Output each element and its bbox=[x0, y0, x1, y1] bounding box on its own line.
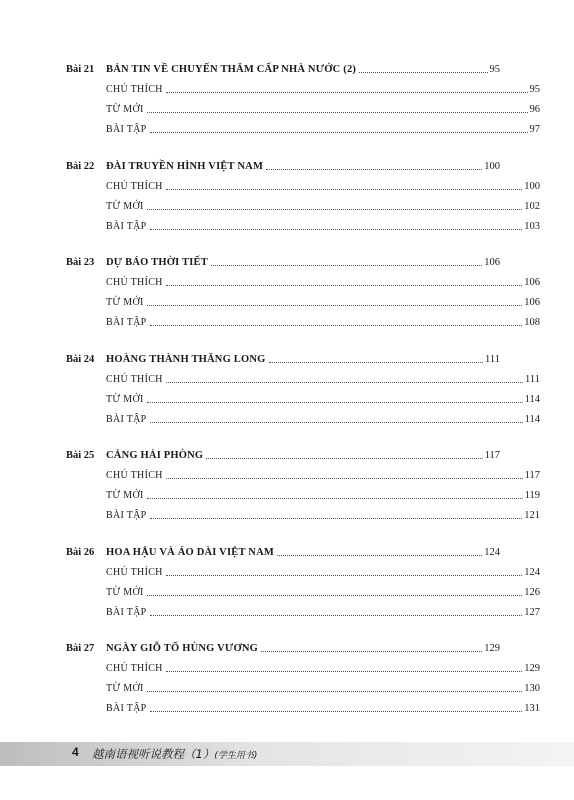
dot-leader bbox=[147, 498, 523, 499]
sub-section-label: CHÚ THÍCH bbox=[106, 84, 163, 95]
toc-lesson-row bbox=[66, 543, 500, 559]
lesson-number: Bài 27 bbox=[66, 643, 95, 654]
dot-leader bbox=[166, 575, 523, 576]
dot-leader bbox=[150, 132, 528, 133]
sub-section-page: 111 bbox=[525, 373, 540, 385]
sub-section-label: TỪ MỚI bbox=[106, 104, 144, 115]
toc-sub-row bbox=[66, 197, 540, 213]
dot-leader bbox=[166, 92, 528, 93]
lesson-number: Bài 25 bbox=[66, 450, 95, 461]
lesson-title: ĐÀI TRUYỀN HÌNH VIỆT NAM bbox=[106, 160, 264, 172]
toc-lesson-row bbox=[66, 446, 500, 462]
sub-section-label: BÀI TẬP bbox=[106, 413, 147, 425]
dot-leader bbox=[147, 112, 528, 113]
lesson-page: 117 bbox=[484, 450, 500, 461]
sub-section-page: 131 bbox=[524, 703, 540, 714]
sub-section-page: 106 bbox=[524, 277, 540, 288]
footer-band bbox=[0, 742, 574, 766]
toc-sub-row bbox=[66, 583, 540, 599]
lesson-title: BẢN TIN VỀ CHUYẾN THĂM CẤP NHÀ NƯỚC (2) bbox=[106, 64, 357, 75]
sub-section-page: 114 bbox=[524, 413, 540, 425]
sub-section-page: 130 bbox=[524, 683, 540, 694]
sub-section-label: CHÚ THÍCH bbox=[106, 470, 163, 481]
toc-sub-row bbox=[66, 177, 540, 193]
dot-leader bbox=[166, 478, 523, 479]
lesson-title: CẢNG HẢI PHÒNG bbox=[106, 450, 204, 461]
dot-leader bbox=[206, 458, 482, 459]
dot-leader bbox=[147, 305, 523, 306]
dot-leader bbox=[359, 72, 487, 73]
dot-leader bbox=[150, 229, 523, 230]
sub-section-label: CHÚ THÍCH bbox=[106, 277, 163, 288]
dot-leader bbox=[147, 402, 523, 403]
sub-section-label: TỪ MỚI bbox=[106, 200, 144, 212]
sub-section-page: 100 bbox=[524, 180, 540, 192]
sub-section-page: 95 bbox=[529, 84, 540, 95]
dot-leader bbox=[211, 265, 482, 266]
dot-leader bbox=[166, 671, 523, 672]
sub-section-page: 103 bbox=[524, 220, 540, 232]
lesson-number: Bài 22 bbox=[66, 160, 95, 172]
toc-lesson-row bbox=[66, 253, 500, 269]
sub-section-page: 129 bbox=[524, 663, 540, 674]
dot-leader bbox=[147, 595, 523, 596]
lesson-page: 111 bbox=[485, 353, 500, 365]
toc-sub-row bbox=[66, 370, 540, 386]
footer-title-sub: (学生用书) bbox=[214, 751, 258, 761]
sub-section-label: BÀI TẬP bbox=[106, 510, 147, 521]
lesson-page: 95 bbox=[489, 64, 500, 75]
dot-leader bbox=[166, 189, 523, 190]
sub-section-label: TỪ MỚI bbox=[106, 586, 144, 598]
lesson-title: DỰ BÁO THỜI TIẾT bbox=[106, 257, 208, 268]
toc-sub-row bbox=[66, 120, 540, 136]
dot-leader bbox=[147, 209, 523, 210]
sub-section-page: 119 bbox=[524, 490, 540, 501]
toc-sub-row bbox=[66, 506, 540, 522]
footer-book-title bbox=[92, 746, 257, 762]
dot-leader bbox=[147, 691, 523, 692]
sub-section-label: BÀI TẬP bbox=[106, 220, 147, 232]
sub-section-label: BÀI TẬP bbox=[106, 606, 147, 618]
sub-section-page: 121 bbox=[524, 510, 540, 521]
toc-lesson-row bbox=[66, 639, 500, 655]
sub-section-label: TỪ MỚI bbox=[106, 393, 144, 405]
toc-sub-row bbox=[66, 410, 540, 426]
sub-section-page: 102 bbox=[524, 200, 540, 212]
footer-title-main: 越南语视听说教程（1） bbox=[92, 747, 215, 761]
sub-section-page: 108 bbox=[524, 317, 540, 328]
sub-section-page: 126 bbox=[524, 586, 540, 598]
toc-lesson-row bbox=[66, 157, 500, 173]
toc-sub-row bbox=[66, 313, 540, 329]
sub-section-label: BÀI TẬP bbox=[106, 703, 147, 714]
toc-lesson-row bbox=[66, 350, 500, 366]
toc-sub-row bbox=[66, 217, 540, 233]
lesson-title: HOÀNG THÀNH THĂNG LONG bbox=[106, 353, 266, 365]
dot-leader bbox=[150, 711, 523, 712]
dot-leader bbox=[150, 325, 523, 326]
sub-section-page: 97 bbox=[529, 124, 540, 135]
toc-sub-row bbox=[66, 273, 540, 289]
lesson-title: HOA HẬU VÀ ÁO DÀI VIỆT NAM bbox=[106, 546, 274, 558]
toc-sub-row bbox=[66, 486, 540, 502]
footer-page-number: 4 bbox=[72, 745, 79, 759]
sub-section-page: 127 bbox=[524, 606, 540, 618]
toc-sub-row bbox=[66, 466, 540, 482]
toc-sub-row bbox=[66, 293, 540, 309]
dot-leader bbox=[166, 382, 523, 383]
dot-leader bbox=[277, 555, 482, 556]
lesson-number: Bài 26 bbox=[66, 546, 95, 558]
lesson-number: Bài 23 bbox=[66, 257, 95, 268]
dot-leader bbox=[150, 422, 523, 423]
toc-sub-row bbox=[66, 100, 540, 116]
sub-section-page: 124 bbox=[524, 566, 540, 578]
toc-sub-row bbox=[66, 699, 540, 715]
sub-section-page: 106 bbox=[524, 297, 540, 308]
lesson-number: Bài 21 bbox=[66, 64, 95, 75]
sub-section-label: CHÚ THÍCH bbox=[106, 663, 163, 674]
lesson-page: 100 bbox=[484, 160, 500, 172]
lesson-title: NGÀY GIỖ TỔ HÙNG VƯƠNG bbox=[106, 643, 258, 654]
sub-section-label: CHÚ THÍCH bbox=[106, 180, 163, 192]
sub-section-page: 114 bbox=[524, 393, 540, 405]
sub-section-label: TỪ MỚI bbox=[106, 490, 144, 501]
lesson-number: Bài 24 bbox=[66, 353, 95, 365]
dot-leader bbox=[266, 169, 482, 170]
dot-leader bbox=[166, 285, 523, 286]
sub-section-page: 117 bbox=[524, 470, 540, 481]
sub-section-label: TỪ MỚI bbox=[106, 297, 144, 308]
sub-section-label: CHÚ THÍCH bbox=[106, 566, 163, 578]
sub-section-label: BÀI TẬP bbox=[106, 124, 147, 135]
sub-section-label: TỪ MỚI bbox=[106, 683, 144, 694]
toc-sub-row bbox=[66, 659, 540, 675]
sub-section-label: BÀI TẬP bbox=[106, 317, 147, 328]
lesson-page: 124 bbox=[484, 546, 500, 558]
dot-leader bbox=[150, 615, 523, 616]
toc-sub-row bbox=[66, 563, 540, 579]
toc-sub-row bbox=[66, 390, 540, 406]
toc-sub-row bbox=[66, 80, 540, 96]
toc-lesson-row bbox=[66, 60, 500, 76]
toc-sub-row bbox=[66, 603, 540, 619]
lesson-page: 106 bbox=[484, 257, 500, 268]
dot-leader bbox=[261, 651, 482, 652]
dot-leader bbox=[150, 518, 523, 519]
sub-section-label: CHÚ THÍCH bbox=[106, 373, 163, 385]
dot-leader bbox=[269, 362, 484, 363]
sub-section-page: 96 bbox=[529, 104, 540, 115]
toc-sub-row bbox=[66, 679, 540, 695]
lesson-page: 129 bbox=[484, 643, 500, 654]
